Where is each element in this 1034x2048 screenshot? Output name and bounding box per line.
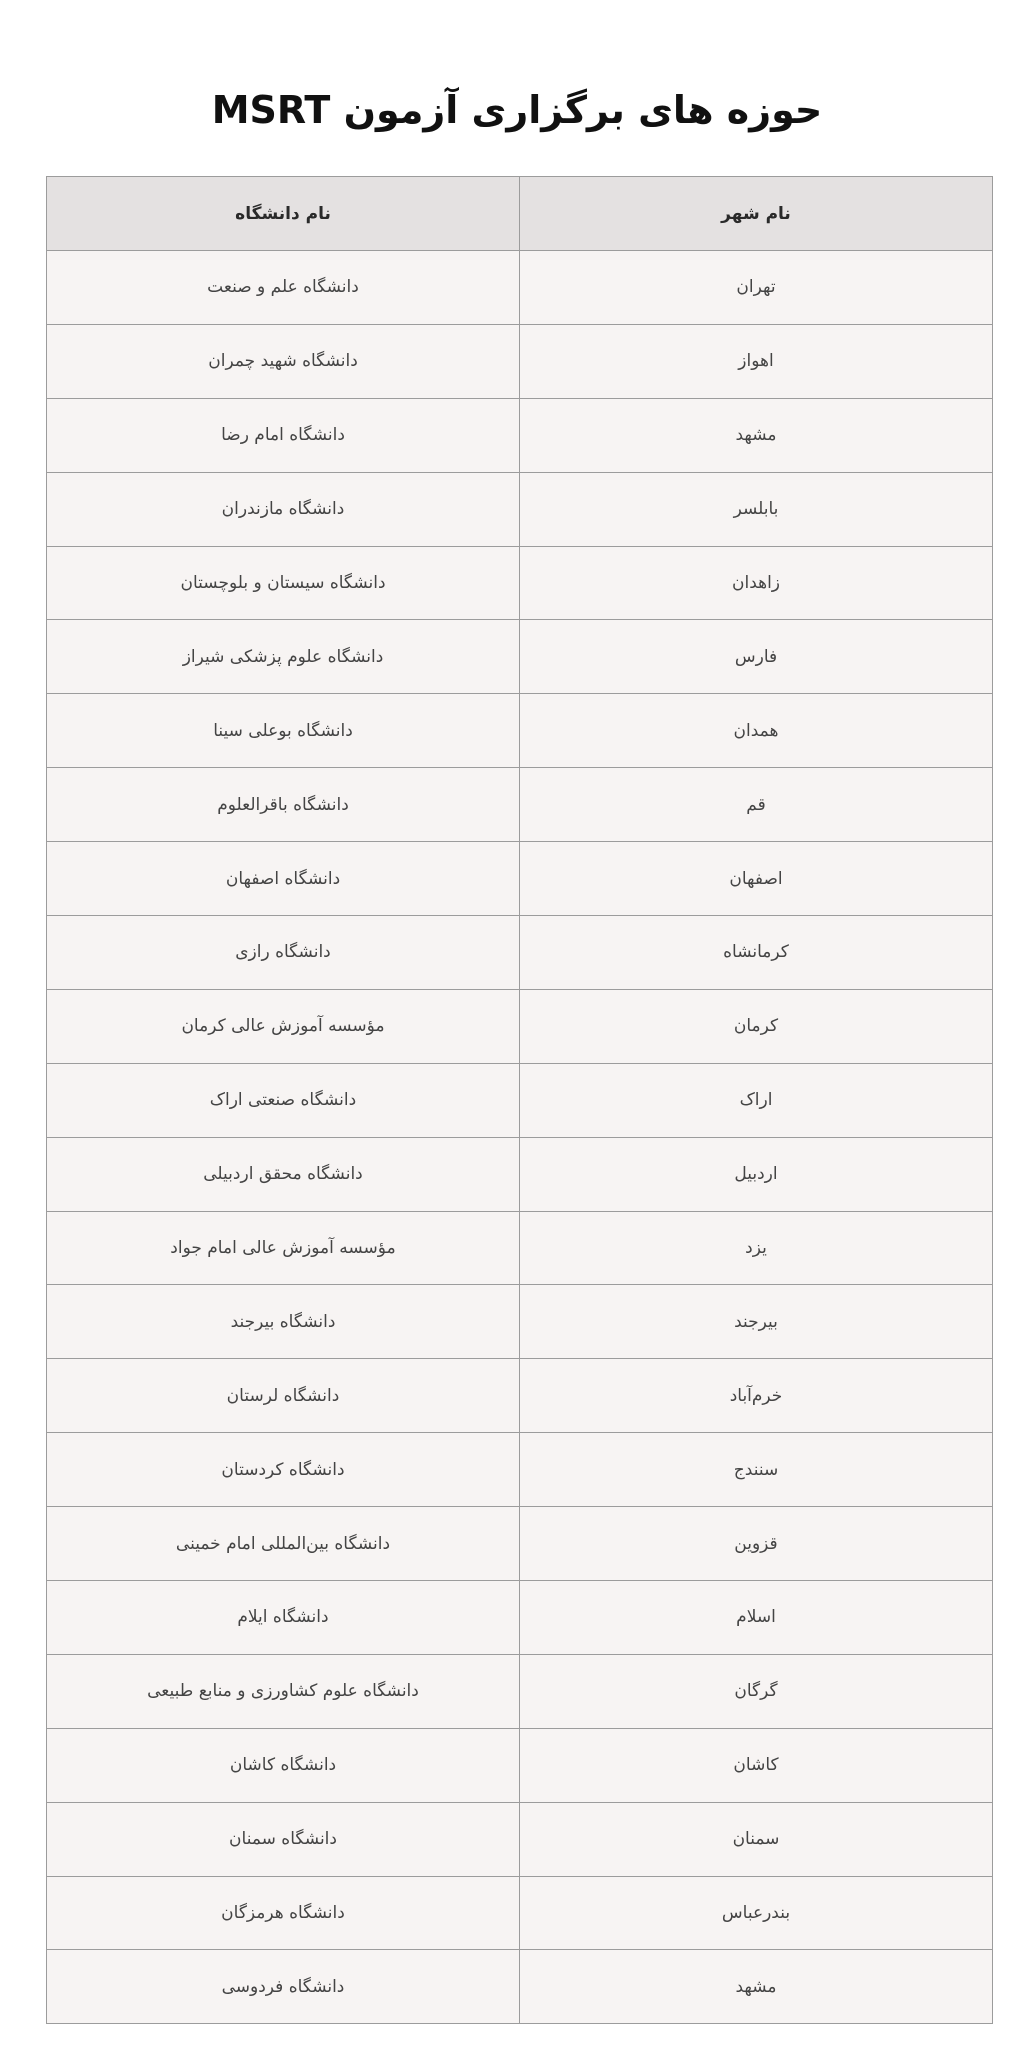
cell-city: مشهد — [520, 1950, 993, 2024]
cell-city: اسلام — [520, 1581, 993, 1655]
table-row — [47, 546, 993, 620]
table-row — [47, 989, 993, 1063]
table-row — [47, 324, 993, 398]
cell-university: دانشگاه هرمزگان — [47, 1876, 520, 1950]
cell-university: دانشگاه ایلام — [47, 1581, 520, 1655]
table-row — [47, 1137, 993, 1211]
table-row — [47, 1802, 993, 1876]
cell-city: سمنان — [520, 1802, 993, 1876]
table-row — [47, 472, 993, 546]
cell-city: مشهد — [520, 398, 993, 472]
cell-university: دانشگاه باقرالعلوم — [47, 768, 520, 842]
cell-university: دانشگاه اصفهان — [47, 842, 520, 916]
cell-city: تهران — [520, 251, 993, 325]
cell-city: اهواز — [520, 324, 993, 398]
cell-city: کرمانشاه — [520, 916, 993, 990]
cell-city: بابلسر — [520, 472, 993, 546]
table-row — [47, 620, 993, 694]
cell-city: اصفهان — [520, 842, 993, 916]
cell-university: دانشگاه سمنان — [47, 1802, 520, 1876]
exam-centers-table — [46, 176, 993, 2024]
table-header — [47, 177, 993, 251]
header-row — [47, 177, 993, 251]
table-body — [47, 251, 993, 2024]
table-row — [47, 1950, 993, 2024]
cell-university: دانشگاه رازی — [47, 916, 520, 990]
table-row — [47, 1433, 993, 1507]
cell-university: مؤسسه آموزش عالی امام جواد — [47, 1211, 520, 1285]
table-row — [47, 1211, 993, 1285]
cell-university: دانشگاه علوم پزشکی شیراز — [47, 620, 520, 694]
cell-city: خرم‌آباد — [520, 1359, 993, 1433]
cell-university: دانشگاه بوعلی سینا — [47, 694, 520, 768]
table-row — [47, 842, 993, 916]
header-university: نام دانشگاه — [47, 177, 520, 251]
header-city: نام شهر — [520, 177, 993, 251]
table-row — [47, 1728, 993, 1802]
cell-city: اراک — [520, 1063, 993, 1137]
cell-city: اردبیل — [520, 1137, 993, 1211]
cell-university: دانشگاه علوم کشاورزی و منابع طبیعی — [47, 1654, 520, 1728]
cell-city: بیرجند — [520, 1285, 993, 1359]
cell-city: بندرعباس — [520, 1876, 993, 1950]
table-row — [47, 1063, 993, 1137]
cell-city: کاشان — [520, 1728, 993, 1802]
cell-city: قزوین — [520, 1507, 993, 1581]
cell-city: فارس — [520, 620, 993, 694]
table-row — [47, 1581, 993, 1655]
cell-city: کرمان — [520, 989, 993, 1063]
table-row — [47, 251, 993, 325]
cell-city: زاهدان — [520, 546, 993, 620]
table-row — [47, 916, 993, 990]
table-row — [47, 398, 993, 472]
table-row — [47, 1359, 993, 1433]
cell-university: دانشگاه بین‌المللی امام خمینی — [47, 1507, 520, 1581]
cell-university: دانشگاه لرستان — [47, 1359, 520, 1433]
cell-university: دانشگاه سیستان و بلوچستان — [47, 546, 520, 620]
cell-city: قم — [520, 768, 993, 842]
cell-university: دانشگاه فردوسی — [47, 1950, 520, 2024]
cell-university: دانشگاه شهید چمران — [47, 324, 520, 398]
cell-city: سنندج — [520, 1433, 993, 1507]
cell-university: دانشگاه صنعتی اراک — [47, 1063, 520, 1137]
cell-city: یزد — [520, 1211, 993, 1285]
table-row — [47, 1285, 993, 1359]
cell-university: دانشگاه امام رضا — [47, 398, 520, 472]
table-row — [47, 768, 993, 842]
cell-city: گرگان — [520, 1654, 993, 1728]
cell-university: دانشگاه مازندران — [47, 472, 520, 546]
table-row — [47, 1507, 993, 1581]
table-row — [47, 1876, 993, 1950]
cell-university: دانشگاه علم و صنعت — [47, 251, 520, 325]
cell-university: مؤسسه آموزش عالی کرمان — [47, 989, 520, 1063]
cell-city: همدان — [520, 694, 993, 768]
page-title: حوزه های برگزاری آزمون MSRT — [211, 88, 823, 132]
cell-university: دانشگاه محقق اردبیلی — [47, 1137, 520, 1211]
cell-university: دانشگاه کاشان — [47, 1728, 520, 1802]
cell-university: دانشگاه کردستان — [47, 1433, 520, 1507]
exam-centers-table-container — [46, 176, 992, 2024]
cell-university: دانشگاه بیرجند — [47, 1285, 520, 1359]
table-row — [47, 694, 993, 768]
table-row — [47, 1654, 993, 1728]
